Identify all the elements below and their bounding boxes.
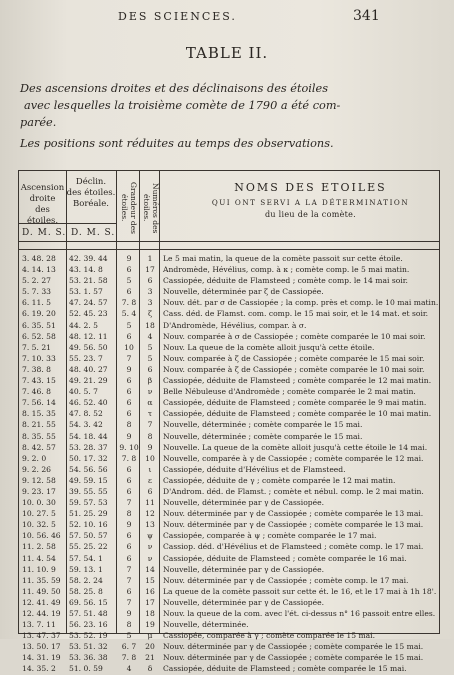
numero-cell: 1 xyxy=(147,254,153,263)
star-name-cell: Nouvelle, déterminée par ζ de Cassiopée. xyxy=(163,287,324,297)
numero-cell: 19 xyxy=(145,620,155,630)
ascension-cell: 14. 35. 2 xyxy=(22,664,56,674)
intro-line: Des ascensions droites et des déclinaisons des étoiles xyxy=(20,82,329,95)
declinaison-cell: 58. 2. 24 xyxy=(69,575,103,585)
declinaison-cell: 49. 56. 50 xyxy=(69,342,108,352)
subtitle: Les positions sont réduites au temps des observations. xyxy=(20,137,334,150)
ascension-unit: D. M. S. xyxy=(22,228,67,238)
ascension-cell: 7. 43. 15 xyxy=(22,376,56,386)
star-name-cell: Nouv. comparée à ζ de Cassiopée ; comète comparée le 10 mai soir. xyxy=(163,364,425,374)
numero-cell: ζ xyxy=(147,309,153,319)
grandeur-header: Grandeur des étoiles. xyxy=(120,181,138,234)
ascension-cell: 10. 32. 5 xyxy=(22,520,56,530)
grandeur-cell: 9 xyxy=(126,364,132,374)
table-row xyxy=(19,364,439,375)
table-row xyxy=(19,297,439,308)
declinaison-cell: 52. 10. 16 xyxy=(69,520,108,530)
intro-text xyxy=(20,80,434,131)
noms-subheader xyxy=(182,197,439,221)
numero-cell: 5 xyxy=(147,342,153,352)
numero-cell: 3 xyxy=(147,298,153,308)
star-name-cell: Cassiopée, déduite de Flamsteed ; comète comparée le 16 mai. xyxy=(163,553,407,563)
declinaison-header xyxy=(66,177,116,210)
star-name-cell: Nouv. déterminée par γ de Cassiopée ; comète comparée le 15 mai. xyxy=(163,653,424,663)
table-row xyxy=(19,320,439,331)
table-row xyxy=(19,663,439,674)
declinaison-cell: 54. 3. 42 xyxy=(69,420,103,430)
ascension-cell: 11. 4. 54 xyxy=(22,553,56,563)
table-row xyxy=(19,375,439,386)
ascension-cell: 10. 56. 46 xyxy=(22,531,61,541)
declinaison-cell: 49. 59. 15 xyxy=(69,475,108,485)
grandeur-cell: 7 xyxy=(126,498,132,508)
numero-cell: ν xyxy=(147,553,153,563)
declinaison-cell: 40. 5. 7 xyxy=(69,387,98,397)
table-row xyxy=(19,464,439,475)
declinaison-cell: 51. 0. 59 xyxy=(69,664,103,674)
numero-cell: 15 xyxy=(145,575,155,585)
table-row xyxy=(19,331,439,342)
table-row xyxy=(19,431,439,442)
grandeur-cell: 7 xyxy=(126,564,132,574)
declinaison-cell: 59. 57. 53 xyxy=(69,498,108,508)
numero-cell: 4 xyxy=(147,331,153,341)
star-name-cell: Nouv. déterminée par γ de Cassiopée ; comète comparée le 15 mai. xyxy=(163,642,424,652)
noms-header: NOMS DES ETOILES xyxy=(234,181,387,194)
table-row xyxy=(19,253,439,264)
ascension-cell: 8. 42. 57 xyxy=(22,442,56,452)
ascension-cell: 14. 31. 19 xyxy=(22,653,61,663)
header-line: QUI ONT SERVI A LA DÉTERMINATION xyxy=(211,198,410,207)
table-row xyxy=(19,342,439,353)
grandeur-cell: 6 xyxy=(126,531,132,541)
grandeur-cell: 7 xyxy=(126,575,132,585)
ascension-cell: 11. 35. 59 xyxy=(22,575,61,585)
table-row xyxy=(19,564,439,575)
grandeur-cell: 5 xyxy=(126,631,132,641)
numeros-header: Numéros des étoiles. xyxy=(142,182,160,234)
grandeur-cell: 9 xyxy=(126,254,132,263)
declinaison-cell: 57. 51. 48 xyxy=(69,609,108,618)
grandeur-cell: 9. 10 xyxy=(119,442,139,452)
declinaison-cell: 52. 45. 23 xyxy=(69,309,108,319)
grandeur-cell: 5 xyxy=(126,276,132,286)
grandeur-cell: 6 xyxy=(126,376,132,386)
table-row xyxy=(19,475,439,486)
table-row xyxy=(19,353,439,364)
star-name-cell: Nouv. déterminée par γ de Cassiopée ; comète comparée le 13 mai. xyxy=(163,509,424,519)
grandeur-cell: 8 xyxy=(126,420,132,430)
declinaison-unit: D. M. S. xyxy=(71,228,116,238)
ascension-cell: 7. 38. 8 xyxy=(22,364,51,374)
star-name-cell: D'Androm. déd. de Flamst. ; comète et nébul. comp. le 2 mai matin. xyxy=(163,486,424,496)
numero-cell: 12 xyxy=(145,509,155,519)
declinaison-cell: 49. 21. 29 xyxy=(69,376,108,386)
declinaison-cell: 54. 18. 44 xyxy=(69,431,108,441)
grandeur-cell: 9 xyxy=(126,520,132,530)
declinaison-cell: 39. 55. 55 xyxy=(69,486,108,496)
grandeur-cell: 6 xyxy=(126,409,132,419)
header-line: du lieu de la comète. xyxy=(264,210,357,219)
declinaison-cell: 53. 36. 38 xyxy=(69,653,108,663)
header-rule xyxy=(19,249,439,250)
table-row xyxy=(19,575,439,586)
numero-cell: 14 xyxy=(145,564,155,574)
star-name-cell: Nouvelle, déterminée ; comète comparée le 15 mai. xyxy=(163,431,363,441)
numero-cell: 20 xyxy=(145,642,155,652)
ascension-header xyxy=(19,183,66,227)
numero-cell: 7 xyxy=(147,420,153,430)
numero-cell: 17 xyxy=(145,265,155,275)
declinaison-cell: 44. 2. 5 xyxy=(69,320,98,330)
table-row xyxy=(19,652,439,663)
ascension-cell: 6. 11. 5 xyxy=(22,298,51,308)
declinaison-cell: 53. 28. 37 xyxy=(69,442,108,452)
ascension-cell: 11. 49. 50 xyxy=(22,586,61,596)
numero-cell: 3 xyxy=(147,287,153,297)
table-row xyxy=(19,641,439,652)
header-line: Ascension xyxy=(20,183,65,193)
grandeur-cell: 6 xyxy=(126,265,132,275)
declinaison-cell: 47. 24. 57 xyxy=(69,298,108,308)
star-name-cell: D'Andromède, Hévélius, compar. à σ. xyxy=(163,320,307,330)
declinaison-cell: 55. 23. 7 xyxy=(69,353,103,363)
star-name-cell: Nouvelle, déterminée. xyxy=(163,620,249,630)
declinaison-cell: 53. 52. 19 xyxy=(69,631,108,641)
star-name-cell: Cassiopée, déduite de Flamsteed ; comète comparée le 10 mai matin. xyxy=(163,409,432,419)
ascension-cell: 13. 47. 37 xyxy=(22,631,61,641)
numero-cell: τ xyxy=(147,409,153,419)
ascension-cell: 6. 19. 20 xyxy=(22,309,56,319)
ascension-cell: 5. 2. 27 xyxy=(22,276,51,286)
grandeur-cell: 7. 8 xyxy=(121,653,137,663)
ascension-cell: 7. 5. 21 xyxy=(22,342,51,352)
table-row xyxy=(19,630,439,641)
numero-cell: ι xyxy=(148,464,152,474)
header-rule xyxy=(19,241,439,242)
numero-cell: ε xyxy=(148,475,152,485)
table-row xyxy=(19,386,439,397)
star-name-cell: Nouv. comparée à σ de Cassiopée ; comète comparée le 10 mai soir. xyxy=(163,331,426,341)
numero-cell: 21 xyxy=(145,653,155,663)
star-name-cell: Le 5 mai matin, la queue de la comète passoit sur cette étoile. xyxy=(163,254,403,263)
grandeur-cell: 7 xyxy=(126,353,132,363)
grandeur-cell: 6. 7 xyxy=(121,642,137,652)
grandeur-cell: 6 xyxy=(126,398,132,408)
grandeur-cell: 6 xyxy=(126,475,132,485)
star-name-cell: Cassiopée, déduite de Flamsteed ; comète comparée le 9 mai matin. xyxy=(163,398,427,408)
declinaison-cell: 54. 56. 56 xyxy=(69,464,108,474)
grandeur-cell: 4 xyxy=(126,664,132,674)
star-name-cell: Nouvelle, comparée à γ de Cassiopée ; comète comparée le 12 mai. xyxy=(163,453,424,463)
declinaison-cell: 55. 25. 22 xyxy=(69,542,108,552)
numero-cell: 18 xyxy=(145,609,155,618)
ascension-cell: 13. 7. 11 xyxy=(22,620,56,630)
declinaison-cell: 53. 21. 58 xyxy=(69,276,108,286)
table-row xyxy=(19,453,439,464)
declinaison-cell: 56. 23. 16 xyxy=(69,620,108,630)
ascension-cell: 7. 10. 33 xyxy=(22,353,56,363)
ascension-cell: 6. 35. 51 xyxy=(22,320,56,330)
declinaison-cell: 58. 25. 8 xyxy=(69,586,103,596)
grandeur-cell: 10 xyxy=(124,342,134,352)
numero-cell: 6 xyxy=(147,276,153,286)
table-row xyxy=(19,275,439,286)
ascension-cell: 12. 44. 19 xyxy=(22,609,61,618)
table-row xyxy=(19,553,439,564)
ascension-cell: 10. 27. 5 xyxy=(22,509,56,519)
ascension-cell: 10. 0. 30 xyxy=(22,498,56,508)
numero-cell: β xyxy=(147,376,153,386)
ascension-cell: 9. 23. 17 xyxy=(22,486,56,496)
numero-cell: 13 xyxy=(145,520,155,530)
star-name-cell: Belle Nébuleuse d'Andromède ; comète comparée le 2 mai matin. xyxy=(163,387,416,397)
star-name-cell: Nouvelle. La queue de la comète alloit jusqu'à cette étoile le 14 mai. xyxy=(163,442,428,452)
header-line: Déclin. xyxy=(75,177,107,187)
ascension-cell: 11. 2. 58 xyxy=(22,542,56,552)
table-row xyxy=(19,308,439,319)
ascension-cell: 12. 41. 49 xyxy=(22,597,61,607)
declinaison-cell: 42. 39. 44 xyxy=(69,254,108,263)
numero-cell: μ xyxy=(147,631,153,641)
grandeur-cell: 6 xyxy=(126,586,132,596)
grandeur-cell: 6 xyxy=(126,464,132,474)
ascension-cell: 7. 46. 8 xyxy=(22,387,51,397)
grandeur-cell: 6 xyxy=(126,542,132,552)
numero-cell: 6 xyxy=(147,364,153,374)
table-row xyxy=(19,497,439,508)
numero-cell: 18 xyxy=(145,320,155,330)
grandeur-cell: 9 xyxy=(126,431,132,441)
numero-cell: ψ xyxy=(147,531,153,541)
numero-cell: 11 xyxy=(145,498,155,508)
numero-cell: 10 xyxy=(145,453,155,463)
star-name-cell: Cassiopée, déduite de Flamsteed ; comète comparée le 12 mai matin. xyxy=(163,376,432,386)
header-line: des étoiles. xyxy=(26,205,59,226)
ascension-cell: 9. 2. 0 xyxy=(22,453,47,463)
numero-cell: 17 xyxy=(145,597,155,607)
numero-cell: 9 xyxy=(147,442,153,452)
numero-cell: 16 xyxy=(145,586,155,596)
ascension-cell: 4. 14. 13 xyxy=(22,265,56,275)
star-name-cell: Nouvelle, déterminée par γ de Cassiopée. xyxy=(163,564,325,574)
star-name-cell: Cassiop. déd. d'Hévélius et de Flamsteed ; comète comp. le 17 mai. xyxy=(163,542,424,552)
table-row xyxy=(19,286,439,297)
numero-cell: α xyxy=(147,398,153,408)
grandeur-cell: 5 xyxy=(126,320,132,330)
page-header xyxy=(0,10,454,26)
header-line: droite xyxy=(29,194,56,204)
ascension-cell: 8. 35. 55 xyxy=(22,431,56,441)
declinaison-cell: 46. 52. 40 xyxy=(69,398,108,408)
ascension-cell: 7. 56. 14 xyxy=(22,398,56,408)
numero-cell: ν xyxy=(147,542,153,552)
grandeur-cell: 9 xyxy=(126,609,132,618)
table-row xyxy=(19,508,439,519)
grandeur-cell: 6 xyxy=(126,486,132,496)
numero-cell: 6 xyxy=(147,486,153,496)
declinaison-cell: 50. 17. 32 xyxy=(69,453,108,463)
ascension-cell: 8. 15. 35 xyxy=(22,409,56,419)
grandeur-cell: 7. 8 xyxy=(121,298,137,308)
table-row xyxy=(19,397,439,408)
star-name-cell: Nouv. déterminée par γ de Cassiopée ; comète comparée le 13 mai. xyxy=(163,520,424,530)
declinaison-cell: 59. 13. 1 xyxy=(69,564,103,574)
table-row xyxy=(19,608,439,619)
header-line: des étoiles. xyxy=(66,188,116,198)
page-number: 341 xyxy=(353,8,380,24)
star-name-cell: Nouvelle, déterminée par γ de Cassiopée. xyxy=(163,597,325,607)
star-name-cell: Cass. déd. de Flamst. com. comp. le 15 mai soir, et le 14 mat. et soir. xyxy=(163,309,429,319)
star-name-cell: Cassiopée, déduite d'Hévélius et de Flamsteed. xyxy=(163,464,346,474)
table-title: TABLE II. xyxy=(185,44,269,62)
grandeur-cell: 7 xyxy=(126,597,132,607)
grandeur-cell: 8 xyxy=(126,620,132,630)
star-name-cell: La queue de la comète passoit sur cette ét. le 16, et le 17 mai à 1h 18'. xyxy=(163,586,437,596)
table-body xyxy=(19,253,439,674)
ascension-cell: 3. 48. 28 xyxy=(22,254,56,263)
table-row xyxy=(19,486,439,497)
grandeur-cell: 6 xyxy=(126,287,132,297)
grandeur-cell: 6 xyxy=(126,387,132,397)
declinaison-cell: 53. 1. 57 xyxy=(69,287,103,297)
table-row xyxy=(19,408,439,419)
numero-cell: δ xyxy=(147,664,153,674)
header-line: Boréale. xyxy=(73,199,109,209)
star-name-cell: Cassiopée, comparée à ψ ; comète comparée le 17 mai. xyxy=(163,531,377,541)
table-row xyxy=(19,442,439,453)
table-row xyxy=(19,597,439,608)
grandeur-cell: 8 xyxy=(126,509,132,519)
ascension-cell: 6. 52. 58 xyxy=(22,331,56,341)
declinaison-cell: 47. 8. 52 xyxy=(69,409,103,419)
star-name-cell: Cassiopée, déduite de Flamsteed ; comète comparée le 15 mai. xyxy=(163,664,407,674)
numero-cell: ν xyxy=(147,387,153,397)
numero-cell: 8 xyxy=(147,431,153,441)
ascension-cell: 13. 50. 17 xyxy=(22,642,61,652)
declinaison-cell: 57. 50. 57 xyxy=(69,531,108,541)
star-name-cell: Cassiopée, déduite de γ ; comète comparée le 12 mai matin. xyxy=(163,475,396,485)
star-name-cell: Nouvelle, déterminée ; comète comparée le 15 mai. xyxy=(163,420,363,430)
declinaison-cell: 48. 12. 11 xyxy=(69,331,108,341)
table-row xyxy=(19,519,439,530)
table-row xyxy=(19,419,439,430)
declinaison-cell: 43. 14. 8 xyxy=(69,265,103,275)
running-head: DES SCIENCES. xyxy=(118,10,237,23)
star-name-cell: Nouv. dét. par σ de Cassiopée ; la comp. près et comp. le 10 mai matin. xyxy=(163,298,439,308)
ascension-cell: 5. 7. 33 xyxy=(22,287,51,297)
table-row xyxy=(19,541,439,552)
declinaison-cell: 69. 56. 15 xyxy=(69,597,108,607)
star-name-cell: Nouv. la queue de la com. avec l'ét. ci-dessus n° 16 passoit entre elles. xyxy=(163,609,436,618)
grandeur-cell: 6 xyxy=(126,553,132,563)
table-row xyxy=(19,619,439,630)
numero-cell: 5 xyxy=(147,353,153,363)
ascension-cell: 8. 21. 55 xyxy=(22,420,56,430)
intro-line: avec lesquelles la troisième comète de 1790 a été com- xyxy=(24,99,341,112)
star-name-cell: Cassiopée, comparée à γ ; comète comparée le 15 mai. xyxy=(163,631,376,641)
declinaison-cell: 51. 25. 29 xyxy=(69,509,108,519)
declinaison-cell: 53. 51. 32 xyxy=(69,642,108,652)
star-name-cell: Nouv. comparée à ζ de Cassiopée ; comète comparée le 15 mai soir. xyxy=(163,353,425,363)
ascension-cell: 9. 2. 26 xyxy=(22,464,51,474)
intro-line: parée. xyxy=(20,116,57,129)
grandeur-cell: 7. 8 xyxy=(121,453,137,463)
star-name-cell: Cassiopée, déduite de Flamsteed ; comète comp. le 14 mai soir. xyxy=(163,276,408,286)
star-name-cell: Andromède, Hévélius, comp. à κ ; comète comp. le 5 mai matin. xyxy=(163,265,410,275)
table-row xyxy=(19,530,439,541)
star-name-cell: Nouv. La queue de la comète alloit jusqu'à cette étoile. xyxy=(163,342,375,352)
table-row xyxy=(19,586,439,597)
table-row xyxy=(19,264,439,275)
grandeur-cell: 6 xyxy=(126,331,132,341)
grandeur-cell: 5. 4 xyxy=(121,309,137,319)
ascension-cell: 9. 12. 58 xyxy=(22,475,56,485)
ascension-cell: 11. 10. 9 xyxy=(22,564,56,574)
declinaison-cell: 57. 54. 1 xyxy=(69,553,103,563)
declinaison-cell: 48. 40. 27 xyxy=(69,364,108,374)
star-table xyxy=(18,170,440,674)
star-name-cell: Nouvelle, déterminée par γ de Cassiopée. xyxy=(163,498,325,508)
star-name-cell: Nouv. déterminée par γ de Cassiopée ; comète comp. le 17 mai. xyxy=(163,575,409,585)
